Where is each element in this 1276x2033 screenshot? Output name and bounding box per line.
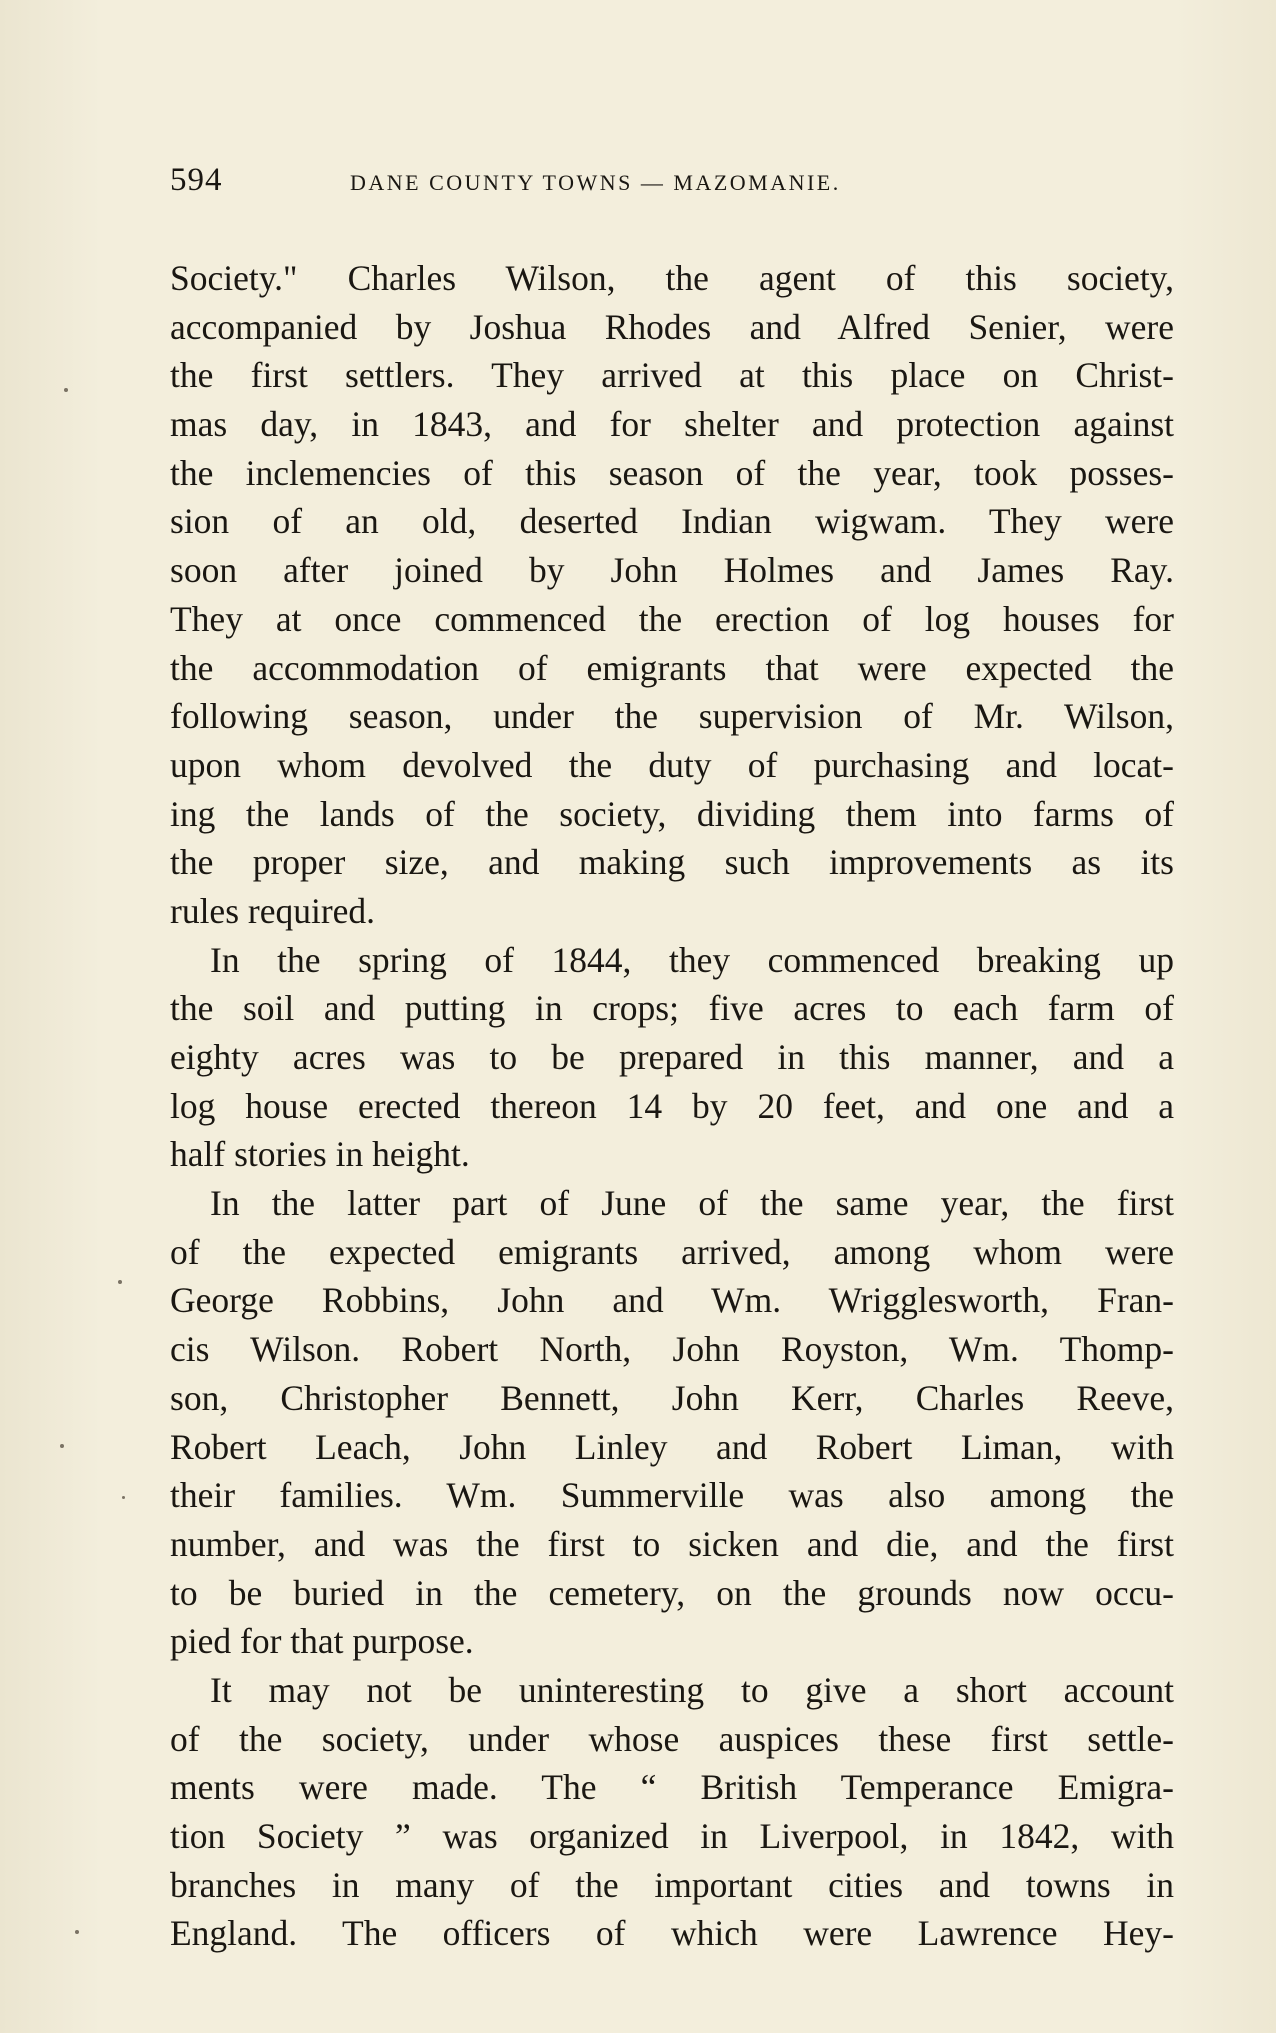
text-line: the inclemencies of this season of the year, took posses- — [170, 452, 1174, 493]
paper-speck — [60, 1444, 64, 1448]
paper-speck — [122, 1496, 125, 1499]
text-line: accompanied by Joshua Rhodes and Alfred Senier, were — [170, 306, 1174, 347]
paper-speck — [118, 1280, 122, 1284]
text-line: son, Christopher Bennett, John Kerr, Charles Reeve, — [170, 1377, 1174, 1418]
text-line: following season, under the supervision of Mr. Wilson, — [170, 696, 1174, 737]
text-line: number, and was the first to sicken and die, and the first — [170, 1523, 1174, 1564]
body-text — [170, 254, 1174, 1958]
text-line: England. The officers of which were Lawrence Hey- — [170, 1913, 1174, 1954]
text-line: the proper size, and making such improvements as its — [170, 842, 1174, 883]
text-line: branches in many of the important cities and towns in — [170, 1864, 1174, 1905]
text-line: of the society, under whose auspices these first settle- — [170, 1718, 1174, 1759]
paragraph-start-line: In the latter part of June of the same year, the first — [210, 1183, 1174, 1224]
text-line: ments were made. The “ British Temperance Emigra- — [170, 1767, 1174, 1808]
text-line: sion of an old, deserted Indian wigwam. They were — [170, 501, 1174, 542]
text-line: the first settlers. They arrived at this place on Christ- — [170, 355, 1174, 396]
paper-speck — [75, 1930, 79, 1934]
text-line: George Robbins, John and Wm. Wrigglesworth, Fran- — [170, 1280, 1174, 1321]
text-line: Society." Charles Wilson, the agent of this society, — [170, 258, 1174, 298]
text-line: eighty acres was to be prepared in this manner, and a — [170, 1037, 1174, 1077]
page-number: 594 — [170, 162, 223, 198]
paragraph-start-line: In the spring of 1844, they commenced breaking up — [210, 939, 1174, 980]
text-line: tion Society ” was organized in Liverpool, in 1842, with — [170, 1816, 1174, 1856]
paragraph-start-line: It may not be uninteresting to give a short account — [210, 1669, 1174, 1710]
text-line: pied for that purpose. — [170, 1621, 474, 1662]
text-line: half stories in height. — [170, 1134, 470, 1175]
text-line: to be buried in the cemetery, on the grounds now occu- — [170, 1572, 1174, 1613]
text-line: soon after joined by John Holmes and James Ray. — [170, 550, 1174, 591]
text-line: Robert Leach, John Linley and Robert Liman, with — [170, 1426, 1174, 1467]
text-line: ing the lands of the society, dividing them into farms of — [170, 793, 1174, 834]
text-line: their families. Wm. Summerville was also among the — [170, 1475, 1174, 1516]
paper-speck — [64, 388, 68, 392]
text-line: rules required. — [170, 890, 376, 931]
text-line: log house erected thereon 14 by 20 feet, and one and a — [170, 1085, 1174, 1126]
text-line: cis Wilson. Robert North, John Royston, Wm. Thomp- — [170, 1329, 1174, 1370]
text-line: upon whom devolved the duty of purchasing and locat- — [170, 744, 1174, 785]
text-line: the accommodation of emigrants that were expected the — [170, 647, 1174, 688]
text-line: They at once commenced the erection of log houses for — [170, 598, 1174, 639]
page-header — [170, 162, 1010, 208]
running-head: DANE COUNTY TOWNS — MAZOMANIE. — [350, 170, 841, 195]
text-line: mas day, in 1843, and for shelter and protection against — [170, 404, 1174, 445]
text-line: the soil and putting in crops; five acres to each farm of — [170, 988, 1174, 1029]
text-line: of the expected emigrants arrived, among whom were — [170, 1231, 1174, 1272]
